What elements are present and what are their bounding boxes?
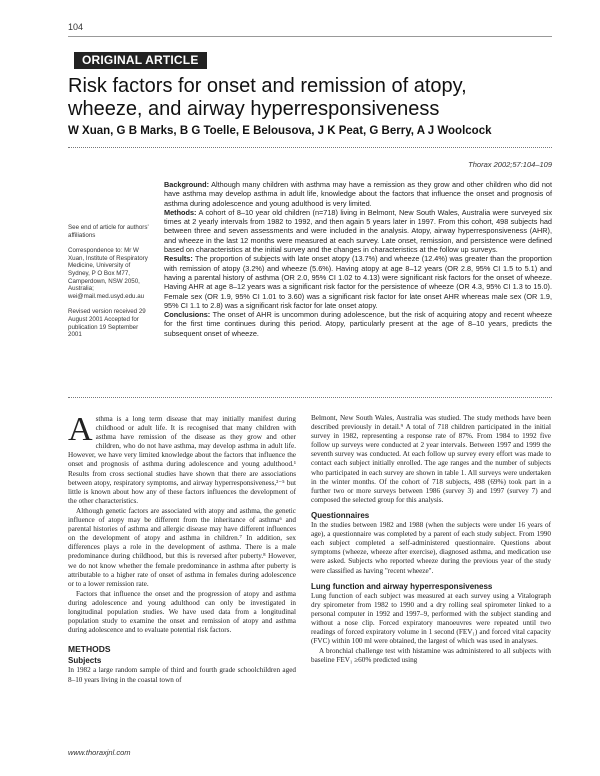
intro-paragraph-2: Although genetic factors are associated with atopy and asthma, the genetic influence of atopy may be different from the inheritance of asthma⁶ and parental histories of asthma and allergic disease may have different influences on the development of atopy and asthma in children.⁷ In addition, sex differences plays a role in the development of asthma. There is a male predominance during childhood, but this is reversed after puberty.⁸ However, we do not know whether the female predominance in asthma after puberty is attributable to a higher rate of onset of asthma in females during adolescence or to a lower remission rate.	[68, 506, 296, 588]
abstract-results-text: The proportion of subjects with late onset atopy (13.7%) and wheeze (12.4%) was greater than the proportion with remission of atopy (3.2%) and wheeze (5.6%). Having atopy at age 8–12 years (OR 2.8, 95% CI 1.5 to 5.1) and having a parental history of asthma (OR 2.0, 95% CI 1.02 to 4.13) were significant risk factors for the onset of wheeze. Having AHR at age 8–12 years was a significant risk factor for the persistence of wheeze (OR 4.3, 95% CI 1.3 to 15.0). Female sex (OR 1.9, 95% CI 1.01 to 3.60) was a significant risk factor for late onset AHR whereas male sex (OR 1.9, 95% CI 1.1 to 2.8) was a significant risk factor for late onset atopy.	[164, 254, 552, 310]
journal-url: www.thoraxjnl.com	[68, 748, 131, 757]
correspondence: Correspondence to: Mr W Xuan, Institute of Respiratory Medicine, University of Sydney, P O Box M77, Camperdown, NSW 2050, Australia; wei@mail.med.usyd.edu.au	[68, 247, 148, 300]
body-column-left	[68, 411, 296, 686]
page-number: 104	[68, 22, 84, 32]
top-rule	[68, 36, 552, 37]
subjects-paragraph: In 1982 a large random sample of third and fourth grade schoolchildren aged 8–10 years living in the coastal town of	[68, 666, 296, 684]
abstract-conclusions-label: Conclusions:	[164, 310, 211, 320]
header-divider	[68, 147, 552, 148]
questionnaires-paragraph: In the studies between 1982 and 1988 (when the subjects were under 16 years of age), a questionnaire was completed by a parent of each study subject. From 1990 each subject completed a self-administered questionnaire. Questions about symptoms (wheeze, wheeze after exercise), diagnosed asthma, and medication use were asked. Subjects who reported wheeze during the previous year of the study were classified as having "recent wheeze".	[311, 521, 551, 575]
lung-function-paragraph-2: A bronchial challenge test with histamine was administered to all subjects with baseline FEV₁ ≥60% predicted using	[311, 647, 551, 665]
abstract-results	[164, 254, 552, 310]
section-badge: ORIGINAL ARTICLE	[74, 52, 207, 69]
abstract-results-label: Results:	[164, 254, 193, 264]
article-title: Risk factors for onset and remission of atopy, wheeze, and airway hyperresponsiveness	[68, 75, 467, 120]
abstract-background-label: Background:	[164, 180, 209, 189]
abstract-methods	[164, 208, 552, 254]
subjects-paragraph-continued: Belmont, New South Wales, Australia was studied. The study methods have been described previously in detail.⁹ A total of 718 children participated in the initial survey in 1982, representing a response rate of 87%. From 1984 to 1992 five follow up surveys were conducted at 2 year intervals. Between 1997 and 1999 the seventh survey was conducted. At each follow up survey every effort was made to contact each subject initially enrolled. The age ranges and the number of subjects who participated in each survey are shown in table 1. All surveys were undertaken in the winter months. Of the cohort of 718 subjects, 498 (69%) took part in a further two or more surveys between 1986 (survey 3) and 1997 (survey 7) and composed the selected group for this analysis.	[311, 414, 551, 504]
affiliations-note: See end of article for authors' affiliations	[68, 224, 149, 239]
abstract-methods-text: A cohort of 8–10 year old children (n=718) living in Belmont, New South Wales, Australia were surveyed six times at 2 yearly intervals from 1982 to 1992, and then again 5 years later in 1997. From this cohort, 498 subjects had between three and seven assessments and were included in the analysis. Atopy, airway hyperresponsiveness (AHR), and wheeze in the last 12 months were measured at each survey. Late onset, remission, and persistence were defined based on characteristics at the initial survey and the changes in characteristics at the follow up surveys.	[164, 207, 552, 255]
sidebar	[68, 224, 152, 347]
body-column-right	[311, 414, 551, 666]
abstract-conclusions	[164, 310, 552, 338]
intro-paragraph-3: Factors that influence the onset and the progression of atopy and asthma during adolescence and young adulthood can only be investigated in longitudinal population studies. We have used data from a longitudinal population study to examine the onset and remission of atopy and asthma during adolescence and to evaluate potential risk factors.	[68, 589, 296, 635]
drop-cap: A	[68, 411, 93, 448]
abstract-background	[164, 180, 552, 208]
lung-function-heading: Lung function and airway hyperresponsiveness	[311, 581, 493, 591]
abstract	[164, 180, 552, 338]
journal-citation: Thorax 2002;57:104–109	[468, 160, 552, 169]
abstract-conclusions-text: The onset of AHR is uncommon during adolescence, but the risk of acquiring atopy and recent wheeze for the first time continues during this period. Atopy, particularly present at the age of 8–10 years, predicts the subsequent onset of wheeze.	[164, 310, 552, 338]
article-dates: Revised version received 29 August 2001 Accepted for publication 19 September 2001	[68, 308, 146, 339]
author-list: W Xuan, G B Marks, B G Toelle, E Belousova, J K Peat, G Berry, A J Woolcock	[68, 125, 492, 137]
subjects-heading: Subjects	[68, 656, 102, 666]
questionnaires-heading: Questionnaires	[311, 510, 370, 520]
abstract-background-text: Although many children with asthma may have a remission as they grow and other children who did not have asthma may develop asthma in adult life, knowledge about the factors that influence the onset and prognosis of asthma during adolescence and young adulthood is very limited.	[164, 180, 553, 208]
abstract-divider	[68, 397, 552, 398]
methods-heading: METHODS	[68, 644, 111, 655]
abstract-methods-label: Methods:	[164, 207, 197, 217]
intro-paragraph-1	[68, 411, 296, 506]
intro-paragraph-1-text: sthma is a long term disease that may initially manifest during childhood or adult life. It is recognised that many children with asthma have remission of the disease as they grow and other children, who do not have asthma, may develop asthma in adult life. However, we have very limited knowledge about the factors that influence the onset and prognosis of asthma during adolescence and young adulthood.¹ Results from cross sectional studies have shown that there are associations between atopy, respiratory symptoms, and airway hyperresponsiveness,²⁻⁵ but little is known about how any of these factors influences the development of the other characteristics.	[68, 415, 296, 505]
lung-function-paragraph-1: Lung function of each subject was measured at each survey using a Vitalograph dry spirometer from 1982 to 1990 and a dry rolling seal spirometer linked to a personal computer in 1992 and 1997–9, performed with the subject standing and without a nose clip. Forced expiratory manoeuvres were repeated until two readings of forced expiratory volume in 1 second (FEV₁) and forced vital capacity (FVC) within 100 ml were obtained, the largest of which was used in analyses.	[311, 591, 551, 646]
